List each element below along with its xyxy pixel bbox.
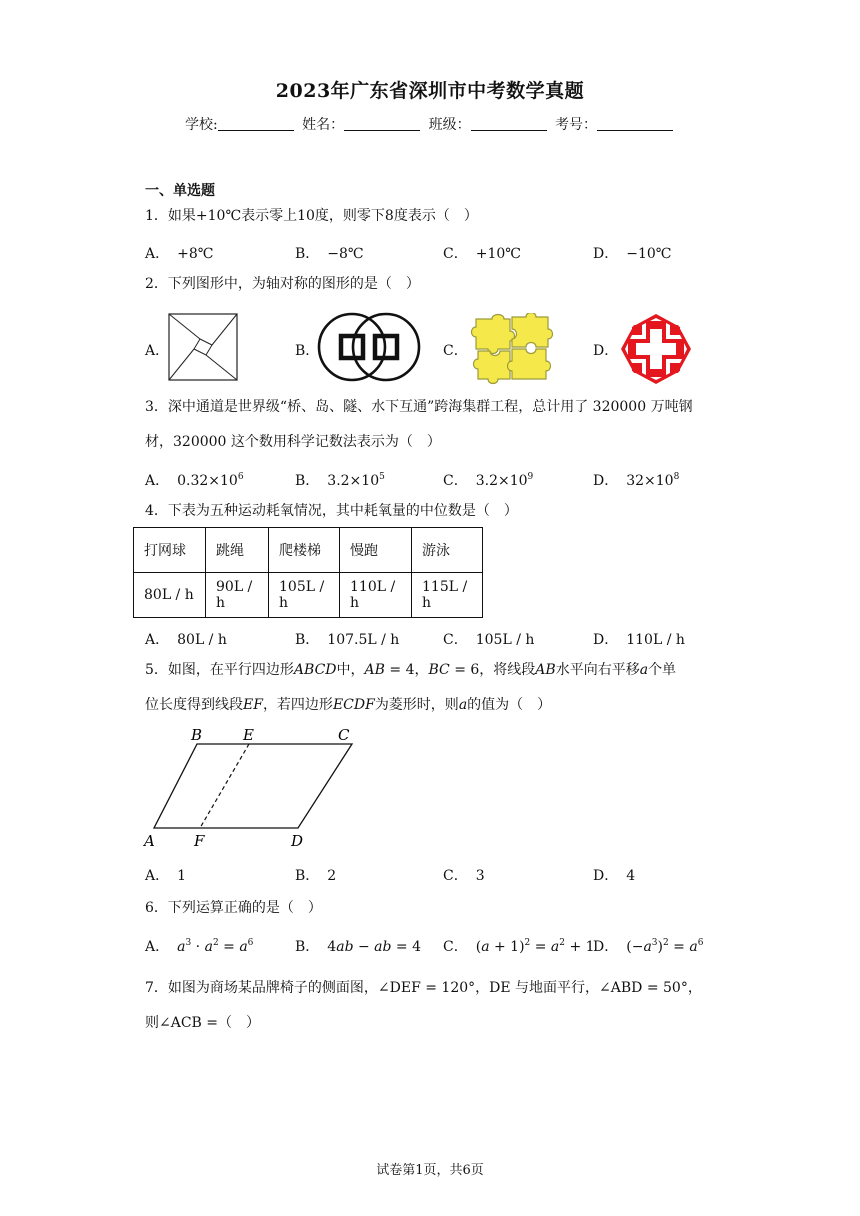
q6-a-formula: $a^3 \cdot a^2 = a^6$ [177, 938, 254, 955]
q3-option-b[interactable]: B． $3.2\times 10^5$ [295, 472, 385, 489]
q6-option-a[interactable]: A． $a^3 \cdot a^2 = a^6$ [145, 938, 254, 955]
label-f: F [194, 832, 205, 850]
q4-option-b[interactable]: B． 107.5L / h [295, 632, 400, 648]
question-5-line-2: 位长度得到线段EF，若四边形ECDF为菱形时，则a的值为（ ） [145, 697, 552, 713]
info-class: 班级： [429, 114, 549, 134]
table-row [134, 573, 483, 618]
question-3-line-2: 材，320000 这个数用科学记数法表示为（ ） [145, 434, 441, 450]
table-cell: 90L / h [206, 573, 269, 618]
question-2-stem: 2．下列图形中，为轴对称的图形的是（ ） [145, 276, 420, 292]
q1-option-c[interactable]: C． +10℃ [443, 246, 521, 262]
table-cell: 慢跑 [340, 528, 412, 573]
table-cell: 爬楼梯 [269, 528, 340, 573]
q4-option-a[interactable]: A． 80L / h [145, 632, 227, 648]
question-3-line-1: 3．深中通道是世界级“桥、岛、隧、水下互通”跨海集群工程，总计用了 320000 万吨钢 [145, 399, 693, 415]
pinwheel-square-figure [168, 313, 240, 383]
info-exam-number: 考号： [555, 114, 675, 134]
school-blank[interactable] [218, 116, 294, 131]
question-5-line-1: 5．如图，在平行四边形ABCD中，AB = 4，BC = 6，将线段AB水平向右平移a个单 [145, 662, 677, 678]
q2-option-d[interactable]: D． [593, 343, 619, 359]
question-1-stem: 1．如果+10℃表示零上10度，则零下8度表示（ ） [145, 208, 478, 224]
q1-option-a[interactable]: A． +8℃ [145, 246, 214, 262]
q1-option-d[interactable]: D． −10℃ [593, 246, 672, 262]
q6-c-formula: $(a + 1)^2 = a^2 + 1$ [475, 938, 595, 955]
q6-d-formula: $(-a^3)^2 = a^6$ [626, 938, 704, 955]
student-info-line [0, 114, 860, 134]
q5-option-b[interactable]: B． 2 [295, 868, 337, 884]
question-7-line-1: 7．如图为商场某品牌椅子的侧面图，∠DEF = 120°，DE 与地面平行，∠ABD = 50°， [145, 980, 702, 996]
q6-b-formula: 4ab − ab = 4 [327, 939, 422, 955]
parallelogram-figure [140, 722, 370, 850]
q4-option-c[interactable]: C． 105L / h [443, 632, 535, 648]
exam-number-blank[interactable] [597, 116, 673, 131]
q5-option-c[interactable]: C． 3 [443, 868, 485, 884]
red-cross-emblem-figure [620, 313, 692, 385]
q2-option-b[interactable]: B． [295, 343, 320, 359]
label-e: E [243, 726, 254, 744]
two-coins-figure [316, 310, 422, 384]
section-title: 一、单选题 [145, 183, 215, 199]
table-cell: 115L / h [412, 573, 483, 618]
info-school: 学校: [185, 114, 296, 134]
label-a: A [144, 832, 155, 850]
label-d: D [291, 832, 304, 850]
question-4-stem: 4．下表为五种运动耗氧情况，其中耗氧量的中位数是（ ） [145, 503, 518, 519]
table-cell: 105L / h [269, 573, 340, 618]
table-cell: 跳绳 [206, 528, 269, 573]
name-blank[interactable] [344, 116, 420, 131]
q6-option-d[interactable]: D． $(-a^3)^2 = a^6$ [593, 938, 704, 955]
q3-option-a[interactable]: A． $0.32\times 10^6$ [145, 472, 244, 489]
q5-option-a[interactable]: A． 1 [145, 868, 187, 884]
question-7-line-2: 则∠ACB =（ ） [145, 1015, 261, 1031]
q3-option-c[interactable]: C． $3.2\times 10^9$ [443, 472, 534, 489]
q4-option-d[interactable]: D． 110L / h [593, 632, 685, 648]
table-cell: 80L / h [134, 573, 206, 618]
q6-option-b[interactable]: B． 4ab − ab = 4 [295, 939, 422, 955]
q6-option-c[interactable]: C． $(a + 1)^2 = a^2 + 1$ [443, 938, 595, 955]
puzzle-pieces-figure [470, 313, 554, 385]
table-cell: 110L / h [340, 573, 412, 618]
q1-option-b[interactable]: B． −8℃ [295, 246, 364, 262]
class-blank[interactable] [471, 116, 547, 131]
q3-option-d[interactable]: D． $32\times 10^8$ [593, 472, 680, 489]
oxygen-consumption-table [133, 527, 483, 618]
table-cell: 游泳 [412, 528, 483, 573]
q2-option-c[interactable]: C． [443, 343, 468, 359]
info-name: 姓名： [302, 114, 422, 134]
q5-option-d[interactable]: D． 4 [593, 868, 636, 884]
question-6-stem: 6．下列运算正确的是（ ） [145, 900, 322, 916]
page-footer: 试卷第1页，共6页 [376, 1163, 484, 1178]
page-title: 2023年广东省深圳市中考数学真题 [275, 80, 585, 102]
label-c: C [338, 726, 350, 744]
table-cell: 打网球 [134, 528, 206, 573]
q2-option-a[interactable]: A． [145, 343, 170, 359]
label-b: B [191, 726, 203, 744]
table-header-row [134, 528, 483, 573]
